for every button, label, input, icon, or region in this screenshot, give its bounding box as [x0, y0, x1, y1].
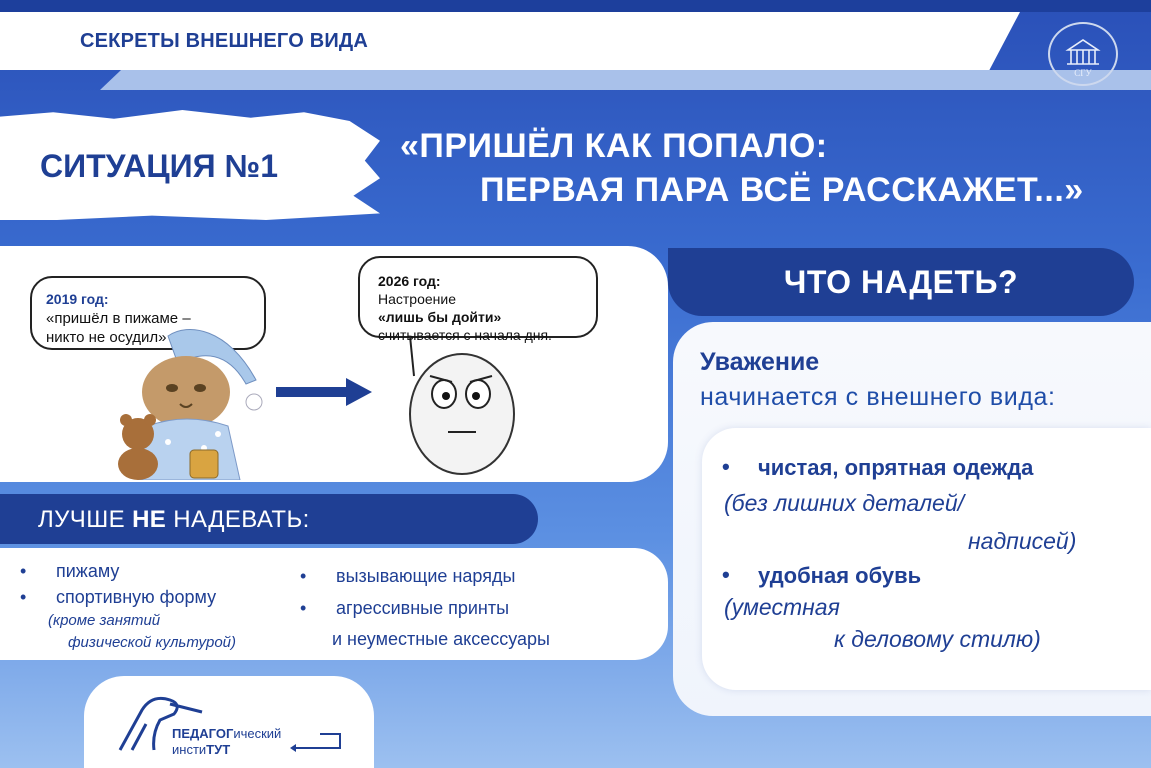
arrow-right-icon: [276, 378, 372, 406]
what-to-wear-title: ЧТО НАДЕТЬ?: [783, 263, 1019, 300]
bubble-year-2026: 2026 год:: [378, 273, 441, 289]
respect-heading: Уважение: [700, 348, 820, 376]
list-item: пижаму: [56, 561, 120, 581]
page-title: СЕКРЕТЫ ВНЕШНЕГО ВИДА: [80, 30, 369, 52]
what-to-wear-banner: [668, 248, 1134, 316]
tired-face-illustration: [400, 336, 520, 476]
not-to-wear-title: [38, 506, 310, 534]
bubble-mood-bold: «лишь бы дойти»: [378, 309, 502, 325]
header-stripe: [100, 70, 1151, 90]
building-icon: [1063, 36, 1103, 68]
bubble-text-line1: «пришёл в пижаме –: [46, 310, 191, 327]
bullet: •: [300, 566, 307, 586]
list-item: вызывающие наряды: [336, 566, 516, 586]
quote-line-1: «ПРИШЁЛ КАК ПОПАЛО:: [400, 127, 828, 165]
list-item: и неуместные аксессуары: [332, 629, 550, 649]
not-to-wear-emphasis: НЕ: [132, 506, 167, 533]
cat-in-pajamas-illustration: [108, 322, 268, 480]
recommendation-note: (уместная: [724, 594, 840, 620]
not-to-wear-suffix: НАДЕВАТЬ:: [166, 506, 310, 533]
bubble-year-2019: 2019 год:: [46, 291, 109, 307]
bubble-mood: Настроение: [378, 291, 457, 307]
quote-line-2: ПЕРВАЯ ПАРА ВСЁ РАССКАЖЕТ...»: [480, 171, 1084, 209]
list-note: (кроме занятий: [48, 612, 161, 629]
list-item: спортивную форму: [56, 587, 217, 607]
recommendation-note: надписей): [968, 528, 1077, 554]
footer-logo-line2: [172, 742, 230, 757]
logo-bold: ТУТ: [206, 742, 231, 757]
footer-logo-line1: [172, 726, 281, 741]
bullet: •: [20, 561, 27, 581]
bullet: •: [722, 562, 730, 587]
list-note: физической культурой): [68, 634, 237, 651]
recommendation-item: удобная обувь: [758, 563, 922, 588]
situation-quote: [400, 124, 1140, 212]
logo-text: СГУ: [1074, 68, 1092, 78]
bullet: •: [722, 454, 730, 479]
bullet: •: [20, 587, 27, 607]
logo-rest: ический: [233, 726, 282, 741]
logo-bold: ПЕДАГОГ: [172, 726, 234, 741]
list-item: агрессивные принты: [336, 598, 510, 618]
respect-subheading: начинается с внешнего вида:: [700, 383, 1056, 411]
university-emblem-icon: [1048, 22, 1118, 86]
recommendation-item: чистая, опрятная одежда: [758, 455, 1034, 480]
bullet: •: [300, 598, 307, 618]
recommendation-note: (без лишних деталей/: [724, 490, 965, 516]
recommendation-note: к деловому стилю): [834, 626, 1041, 652]
bubble-mood-rest: считывается с начала дня.: [378, 327, 552, 343]
top-bar: [0, 0, 1151, 12]
bubble-text-line2: никто не осудил»: [46, 329, 167, 346]
speech-bubble-2026: [358, 256, 598, 343]
situation-label: СИТУАЦИЯ №1: [40, 148, 278, 184]
pelican-icon: [112, 690, 350, 756]
not-to-wear-prefix: ЛУЧШЕ: [38, 506, 133, 533]
logo-rest: инсти: [172, 742, 207, 757]
